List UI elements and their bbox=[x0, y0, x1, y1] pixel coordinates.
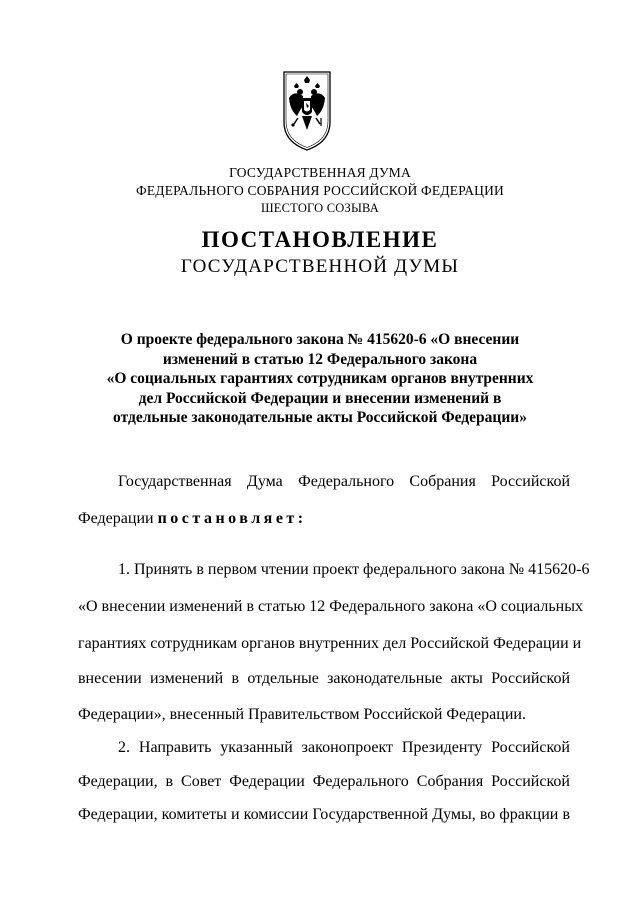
document-type-title: ПОСТАНОВЛЕНИЕ bbox=[201, 227, 439, 252]
title-line: О проекте федерального закона № 415620-6 «О внесении bbox=[120, 331, 520, 348]
paragraph-1-line: внесении изменений в отдельные законодательные акты Российской bbox=[78, 670, 570, 687]
paragraph-1-line: гарантиях сотрудникам органов внутренних дел Российской Федерации и bbox=[78, 635, 582, 652]
title-line: отдельные законодательные акты Российской Федерации» bbox=[113, 409, 527, 426]
paragraph-2-line: Федерации, комитеты и комиссии Государственной Думы, во фракции в bbox=[78, 806, 570, 823]
header-line-federal-assembly: ФЕДЕРАЛЬНОГО СОБРАНИЯ РОССИЙСКОЙ ФЕДЕРАЦИИ bbox=[136, 183, 504, 198]
coat-of-arms-emblem-icon bbox=[280, 66, 334, 152]
paragraph-2-line: 2. Направить указанный законопроект Президенту Российской bbox=[118, 739, 570, 756]
preamble-keyword: постановляет: bbox=[157, 510, 307, 527]
paragraph-1-line: 1. Принять в первом чтении проект федерального закона № 415620-6 bbox=[118, 561, 590, 578]
paragraph-2-line: Федерации, в Совет Федерации Федерального Собрания Российской bbox=[78, 773, 570, 790]
title-line: «О социальных гарантиях сотрудникам органов внутренних bbox=[106, 370, 534, 387]
header-line-convocation: ШЕСТОГО СОЗЫВА bbox=[260, 201, 380, 215]
header-line-state-duma: ГОСУДАРСТВЕННАЯ ДУМА bbox=[229, 165, 411, 180]
preamble-subject: Федерации bbox=[78, 510, 154, 527]
preamble-line-2 bbox=[78, 509, 570, 529]
paragraph-1-line: Федерации», внесенный Правительством Российской Федерации. bbox=[78, 706, 526, 723]
title-line: дел Российской Федерации и внесении изменений в bbox=[138, 389, 502, 407]
document-issuer-subtitle: ГОСУДАРСТВЕННОЙ ДУМЫ bbox=[180, 256, 460, 277]
title-line: изменений в статью 12 Федерального закона bbox=[162, 350, 478, 368]
paragraph-1-line: «О внесении изменений в статью 12 Федерального закона «О социальных bbox=[78, 598, 583, 615]
resolution-title bbox=[0, 330, 640, 428]
preamble-line: Государственная Дума Федерального Собрания Российской bbox=[118, 473, 570, 490]
